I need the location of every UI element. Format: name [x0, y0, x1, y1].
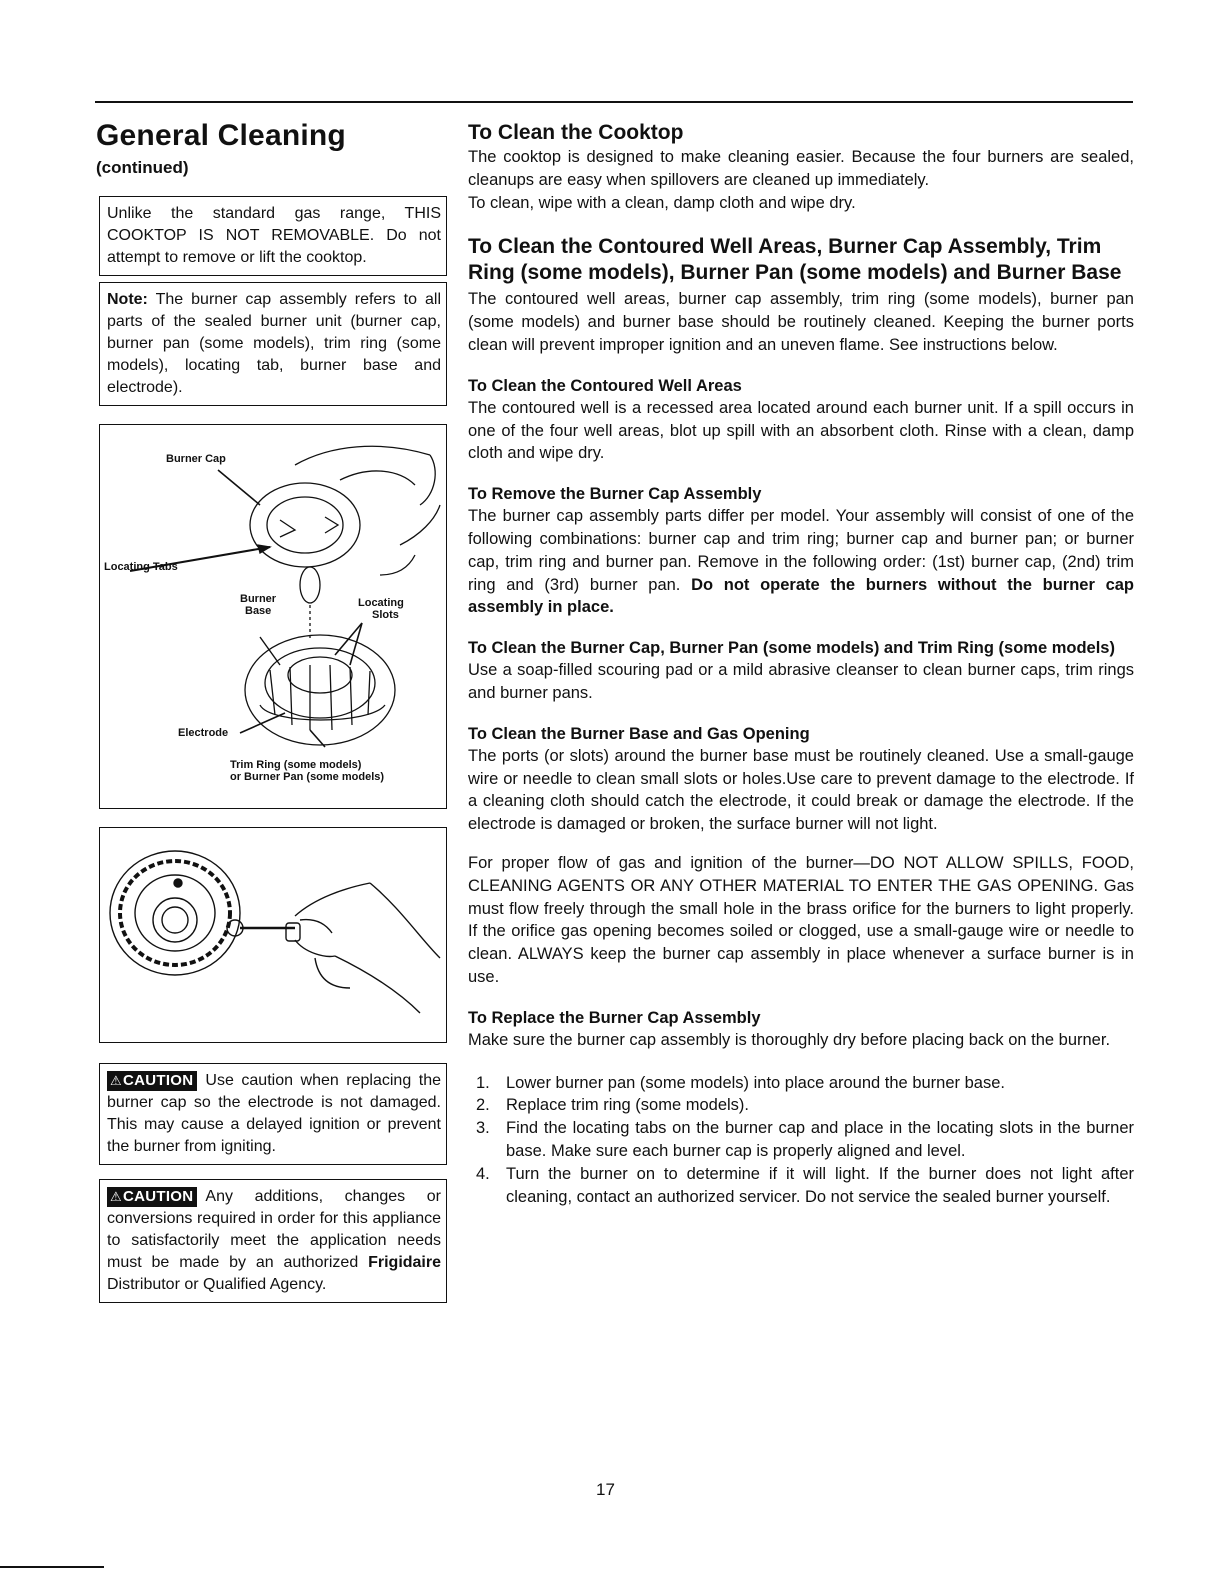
base-paragraph-1: The ports (or slots) around the burner base must be routinely cleaned. Use a small-gauge wire or needle to clean small slots or holes.Use care to prevent damage to the electrode. If a cleaning cloth should catch the electrode, it could break or damage the electrode. If the electrode is damaged or broken, the surface burner will not light.: [468, 746, 1134, 834]
caution-box-electrode: [99, 1063, 447, 1165]
caution-badge: ⚠CAUTION: [107, 1071, 197, 1091]
warning-text: Unlike the standard gas range, THIS COOKTOP IS NOT REMOVABLE. Do not attempt to remove or lift the cooktop.: [107, 205, 441, 266]
left-column: [96, 118, 448, 1303]
cooktop-paragraph-1: The cooktop is designed to make cleaning easier. Because the four burners are sealed, cleanups are easy when spillovers are cleaned up immediately.: [468, 148, 1134, 189]
note-box: [99, 282, 447, 406]
label-locating-slots-1: Locating: [358, 597, 404, 609]
contoured-paragraph: The contoured well areas, burner cap assembly, trim ring (some models), burner pan (some models) and burner base should be routinely cleaned. Keeping the burner ports clean will prevent improper ignition and an uneven flame. See instructions below.: [468, 290, 1134, 354]
list-item: 4. Turn the burner on to determine if it will light. If the burner does not light after cleaning, contact an authorized servicer. Do not service the sealed burner yourself.: [476, 1164, 1134, 1206]
remove-warning: Do not operate the burners without the burner cap assembly in place.: [468, 575, 1134, 617]
caution-box-conversions: [99, 1179, 447, 1303]
label-burner-base-1: Burner: [240, 593, 277, 605]
caution-badge: ⚠CAUTION: [107, 1187, 197, 1207]
list-item: 1. Lower burner pan (some models) into place around the burner base.: [476, 1073, 1005, 1092]
cooktop-heading: To Clean the Cooktop: [468, 121, 684, 144]
warning-box: [99, 196, 447, 276]
label-trim-ring-2: or Burner Pan (some models): [230, 771, 385, 783]
caution-text-after: Distributor or Qualified Agency.: [107, 1276, 327, 1293]
page-title: General Cleaning: [96, 119, 346, 152]
label-locating-tabs: Locating Tabs: [104, 561, 178, 573]
burner-cleaning-illustration: [100, 828, 446, 1042]
cooktop-paragraph-2: To clean, wipe with a clean, damp cloth and wipe dry.: [468, 193, 856, 212]
well-paragraph: The contoured well is a recessed area located around each burner unit. If a spill occurs in one of the four well areas, blot up spill with an absorbent cloth. Rinse with a clean, damp cloth and wipe dry.: [468, 398, 1134, 463]
caution-text: Use caution when replacing the burner cap so the electrode is not damaged. This may cause a delayed ignition or prevent the burner from igniting.: [107, 1072, 441, 1155]
list-item: 2. Replace trim ring (some models).: [476, 1096, 749, 1115]
contoured-heading: To Clean the Contoured Well Areas, Burner Cap Assembly, Trim Ring (some models), Burner Pan (some models) and Burner Base: [468, 235, 1122, 285]
replace-paragraph: Make sure the burner cap assembly is thoroughly dry before placing back on the burner.: [468, 1030, 1111, 1049]
remove-paragraph: The burner cap assembly parts differ per model. Your assembly will consist of one of the following combinations: burner cap and trim ring; burner cap and burner pan; or burner cap, trim ring and burner pan. Remove in the following order: (1st) burner cap, (2nd) trim ring and (3rd) burner pan. Do not operate the burners without the burner cap assembly in place.: [468, 507, 1134, 617]
cap-paragraph: Use a soap-filled scouring pad or a mild abrasive cleanser to clean burner caps, trim rings and burner pans.: [468, 661, 1134, 702]
note-text: The burner cap assembly refers to all parts of the sealed burner unit (burner cap, burner pan (some models), trim ring (some models), locating tab, burner base and electrode).: [107, 291, 441, 396]
page-subtitle: (continued): [96, 158, 189, 177]
cap-heading: To Clean the Burner Cap, Burner Pan (some models) and Trim Ring (some models): [468, 639, 1115, 658]
replace-heading: To Replace the Burner Cap Assembly: [468, 1008, 761, 1027]
label-burner-base-2: Base: [245, 605, 272, 617]
label-trim-ring-1: Trim Ring (some models): [230, 759, 362, 771]
note-label: Note:: [107, 291, 148, 308]
caution-text-before: Any additions, changes or conversions required in order for this appliance to satisfactorily meet the application needs must be made by an authorized: [107, 1188, 441, 1271]
base-heading: To Clean the Burner Base and Gas Opening: [468, 724, 810, 743]
bottom-scan-line: [0, 1566, 104, 1568]
well-heading: To Clean the Contoured Well Areas: [468, 376, 742, 395]
warning-triangle-icon: ⚠: [110, 1073, 122, 1088]
burner-assembly-figure: [99, 424, 447, 809]
base-paragraph-2: For proper flow of gas and ignition of the burner—DO NOT ALLOW SPILLS, FOOD, CLEANING AGENTS OR ANY OTHER MATERIAL TO ENTER THE GAS OPENING. Gas must flow freely through the small hole in the brass orifice for the burners to light properly. If the orifice gas opening becomes soiled or clogged, use a small-gauge wire or needle to clean. ALWAYS keep the burner cap assembly in place whenever a surface burner is in use.: [468, 853, 1134, 986]
page-number: 17: [596, 1480, 615, 1499]
label-burner-cap: Burner Cap: [166, 453, 226, 465]
replace-steps-list: [468, 1072, 1134, 1209]
remove-heading: To Remove the Burner Cap Assembly: [468, 485, 762, 504]
brand-name: Frigidaire: [368, 1254, 441, 1271]
warning-triangle-icon: ⚠: [110, 1189, 122, 1204]
label-electrode: Electrode: [178, 727, 229, 739]
top-rule: [95, 101, 1133, 103]
list-item: 3. Find the locating tabs on the burner cap and place in the locating slots in the burner base. Make sure each burner cap is properly aligned and level.: [476, 1119, 1134, 1160]
burner-cleaning-figure: [99, 827, 447, 1043]
label-locating-slots-2: Slots: [372, 609, 399, 621]
right-column: [468, 120, 1134, 1208]
